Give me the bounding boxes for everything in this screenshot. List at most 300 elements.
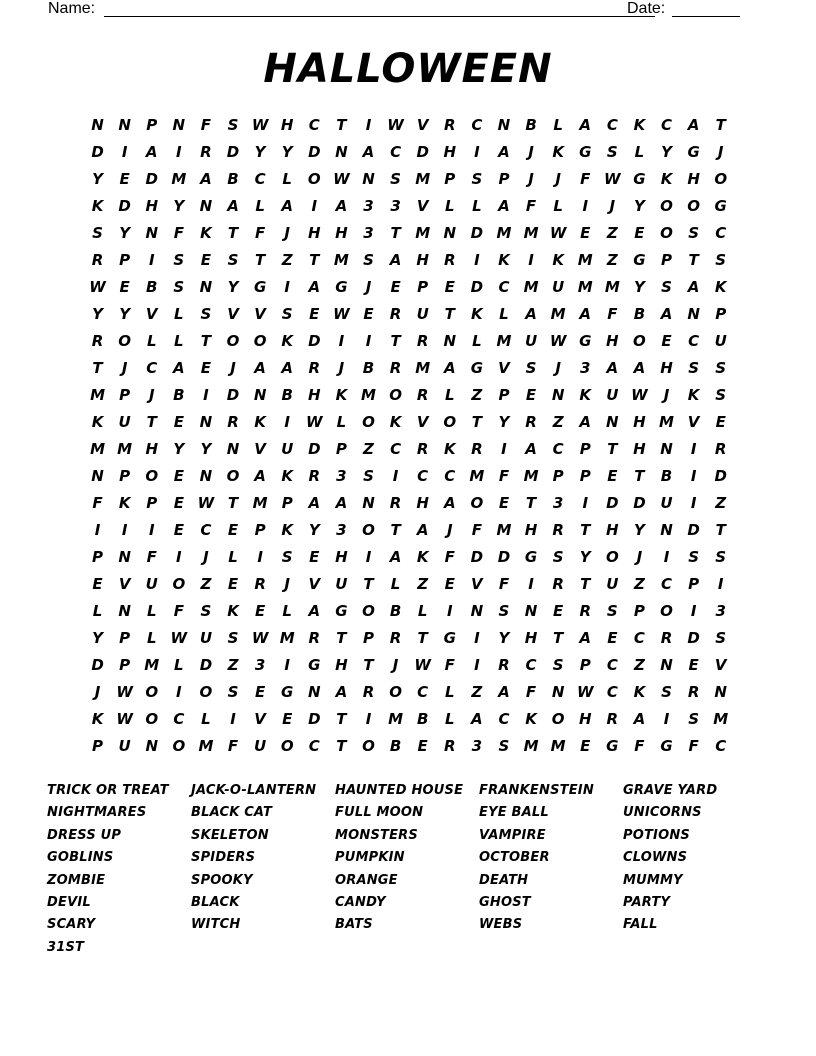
grid-letter[interactable]: G <box>714 197 727 215</box>
grid-letter[interactable]: H <box>524 629 538 647</box>
grid-letter[interactable]: G <box>281 683 294 701</box>
grid-letter[interactable]: M <box>252 494 268 512</box>
grid-letter[interactable]: M <box>659 413 674 431</box>
grid-letter[interactable]: Z <box>606 251 618 269</box>
grid-letter[interactable]: M <box>117 440 133 458</box>
grid-letter[interactable]: J <box>284 224 290 242</box>
grid-letter[interactable]: R <box>308 467 321 485</box>
grid-letter[interactable]: I <box>690 467 697 485</box>
grid-letter[interactable]: L <box>444 386 455 404</box>
grid-letter[interactable]: R <box>362 683 375 701</box>
grid-letter[interactable]: A <box>525 440 537 458</box>
grid-letter[interactable]: N <box>524 602 538 620</box>
grid-letter[interactable]: N <box>551 683 565 701</box>
grid-letter[interactable]: J <box>528 143 534 161</box>
grid-letter[interactable]: K <box>660 170 673 188</box>
grid-letter[interactable]: E <box>173 467 184 485</box>
grid-letter[interactable]: L <box>553 197 563 215</box>
grid-letter[interactable]: S <box>498 737 510 755</box>
grid-letter[interactable]: E <box>525 386 537 404</box>
grid-letter[interactable]: V <box>416 413 429 431</box>
grid-letter[interactable]: N <box>660 521 673 539</box>
grid-letter[interactable]: M <box>361 386 376 404</box>
grid-letter[interactable]: M <box>388 710 404 728</box>
grid-letter[interactable]: 3 <box>336 467 347 485</box>
grid-letter[interactable]: I <box>663 710 670 728</box>
grid-letter[interactable]: E <box>390 278 401 296</box>
grid-letter[interactable]: I <box>717 575 724 593</box>
grid-letter[interactable]: H <box>606 332 619 350</box>
grid-letter[interactable]: P <box>661 251 673 269</box>
grid-letter[interactable]: N <box>199 413 213 431</box>
grid-letter[interactable]: L <box>499 305 509 323</box>
grid-letter[interactable]: O <box>145 710 159 728</box>
grid-letter[interactable]: M <box>550 305 566 323</box>
grid-letter[interactable]: G <box>443 629 456 647</box>
grid-letter[interactable]: G <box>253 278 267 296</box>
grid-letter[interactable]: Y <box>92 629 103 647</box>
grid-letter[interactable]: G <box>606 737 619 755</box>
grid-letter[interactable]: 3 <box>552 494 564 512</box>
grid-letter[interactable]: K <box>91 710 104 728</box>
grid-letter[interactable]: L <box>417 602 428 620</box>
grid-letter[interactable]: L <box>146 629 157 647</box>
grid-letter[interactable]: N <box>470 602 484 620</box>
grid-letter[interactable]: E <box>363 305 374 323</box>
grid-letter[interactable]: R <box>579 602 592 620</box>
grid-letter[interactable]: O <box>172 575 186 593</box>
grid-letter[interactable]: S <box>688 224 700 242</box>
grid-letter[interactable]: S <box>661 683 672 701</box>
grid-letter[interactable]: C <box>417 467 429 485</box>
grid-letter[interactable]: A <box>335 683 348 701</box>
grid-letter[interactable]: M <box>415 170 431 188</box>
grid-letter[interactable]: E <box>173 521 184 539</box>
grid-letter[interactable]: N <box>443 332 457 350</box>
grid-letter[interactable]: U <box>416 305 429 323</box>
grid-letter[interactable]: L <box>336 413 347 431</box>
grid-letter[interactable]: U <box>118 413 131 431</box>
grid-letter[interactable]: G <box>687 143 700 161</box>
grid-letter[interactable]: Z <box>363 440 374 458</box>
grid-letter[interactable]: C <box>606 656 618 674</box>
grid-letter[interactable]: D <box>145 170 158 188</box>
grid-letter[interactable]: A <box>443 359 456 377</box>
grid-letter[interactable]: B <box>633 305 646 323</box>
grid-letter[interactable]: C <box>444 467 456 485</box>
grid-letter[interactable]: N <box>687 305 700 323</box>
grid-letter[interactable]: A <box>579 116 592 134</box>
grid-letter[interactable]: P <box>633 602 645 620</box>
grid-letter[interactable]: 3 <box>390 197 401 215</box>
grid-letter[interactable]: Y <box>254 143 266 161</box>
grid-letter[interactable]: J <box>555 170 561 188</box>
grid-letter[interactable]: Z <box>471 683 483 701</box>
grid-letter[interactable]: O <box>687 197 700 215</box>
grid-letter[interactable]: H <box>687 170 700 188</box>
grid-letter[interactable]: L <box>444 197 455 215</box>
grid-letter[interactable]: C <box>606 683 618 701</box>
grid-letter[interactable]: P <box>146 116 158 134</box>
grid-letter[interactable]: Y <box>119 224 131 242</box>
grid-letter[interactable]: U <box>199 629 213 647</box>
grid-letter[interactable]: T <box>336 710 347 728</box>
grid-letter[interactable]: D <box>687 629 700 647</box>
grid-letter[interactable]: G <box>633 170 646 188</box>
grid-letter[interactable]: I <box>474 143 480 161</box>
grid-letter[interactable]: V <box>227 305 239 323</box>
grid-letter[interactable]: E <box>580 737 591 755</box>
grid-letter[interactable]: C <box>498 710 510 728</box>
grid-letter[interactable]: K <box>281 332 294 350</box>
grid-letter[interactable]: T <box>444 305 455 323</box>
grid-letter[interactable]: Y <box>498 629 510 647</box>
grid-letter[interactable]: P <box>444 170 456 188</box>
grid-letter[interactable]: S <box>363 467 374 485</box>
grid-letter[interactable]: U <box>606 386 619 404</box>
grid-letter[interactable]: E <box>254 683 266 701</box>
grid-letter[interactable]: G <box>335 602 348 620</box>
grid-letter[interactable]: N <box>226 440 240 458</box>
grid-letter[interactable]: A <box>471 710 483 728</box>
grid-letter[interactable]: I <box>284 413 290 431</box>
grid-letter[interactable]: A <box>281 359 293 377</box>
grid-letter[interactable]: U <box>660 494 673 512</box>
grid-letter[interactable]: 3 <box>715 602 726 620</box>
grid-letter[interactable]: O <box>362 602 375 620</box>
grid-letter[interactable]: E <box>444 278 455 296</box>
grid-letter[interactable]: N <box>145 224 159 242</box>
grid-letter[interactable]: A <box>416 521 429 539</box>
grid-letter[interactable]: F <box>173 602 184 620</box>
grid-letter[interactable]: N <box>145 737 159 755</box>
grid-letter[interactable]: S <box>200 602 212 620</box>
grid-letter[interactable]: J <box>148 386 155 404</box>
grid-letter[interactable]: F <box>92 494 103 512</box>
grid-letter[interactable]: H <box>308 386 321 404</box>
grid-letter[interactable]: F <box>498 467 510 485</box>
grid-letter[interactable]: I <box>392 467 399 485</box>
grid-letter[interactable]: L <box>174 305 184 323</box>
grid-letter[interactable]: T <box>92 359 103 377</box>
grid-letter[interactable]: Y <box>633 521 645 539</box>
grid-letter[interactable]: T <box>634 467 645 485</box>
grid-letter[interactable]: S <box>606 143 618 161</box>
grid-letter[interactable]: V <box>416 116 429 134</box>
grid-letter[interactable]: E <box>173 494 184 512</box>
grid-letter[interactable]: N <box>253 386 267 404</box>
grid-letter[interactable]: N <box>172 116 186 134</box>
grid-letter[interactable]: Y <box>173 197 185 215</box>
grid-letter[interactable]: J <box>338 359 345 377</box>
grid-letter[interactable]: J <box>392 656 399 674</box>
grid-letter[interactable]: R <box>443 251 456 269</box>
grid-letter[interactable]: E <box>553 602 564 620</box>
grid-letter[interactable]: N <box>91 116 104 134</box>
grid-letter[interactable]: R <box>471 440 483 458</box>
grid-letter[interactable]: O <box>633 332 646 350</box>
grid-letter[interactable]: Z <box>552 413 564 431</box>
grid-letter[interactable]: U <box>335 575 348 593</box>
grid-letter[interactable]: S <box>92 224 103 242</box>
grid-letter[interactable]: K <box>91 197 104 215</box>
grid-letter[interactable]: U <box>281 440 294 458</box>
grid-letter[interactable]: S <box>173 278 185 296</box>
grid-letter[interactable]: A <box>308 494 321 512</box>
grid-letter[interactable]: W <box>631 386 648 404</box>
grid-letter[interactable]: P <box>119 386 131 404</box>
grid-letter[interactable]: W <box>251 629 269 647</box>
grid-letter[interactable]: I <box>474 629 480 647</box>
grid-letter[interactable]: Y <box>200 440 212 458</box>
grid-letter[interactable]: Y <box>579 548 591 566</box>
grid-letter[interactable]: V <box>118 575 131 593</box>
grid-letter[interactable]: L <box>472 332 482 350</box>
grid-letter[interactable]: S <box>200 305 212 323</box>
grid-letter[interactable]: V <box>145 305 158 323</box>
grid-letter[interactable]: N <box>199 197 213 215</box>
grid-letter[interactable]: N <box>199 467 213 485</box>
grid-letter[interactable]: O <box>389 683 402 701</box>
grid-letter[interactable]: H <box>416 251 429 269</box>
grid-letter[interactable]: K <box>416 548 429 566</box>
grid-letter[interactable]: G <box>579 143 592 161</box>
grid-letter[interactable]: H <box>280 116 294 134</box>
grid-letter[interactable]: V <box>254 440 266 458</box>
grid-letter[interactable]: W <box>251 116 269 134</box>
grid-letter[interactable]: E <box>607 629 618 647</box>
grid-letter[interactable]: L <box>634 143 645 161</box>
grid-letter[interactable]: Z <box>471 386 483 404</box>
grid-letter[interactable]: T <box>146 413 157 431</box>
grid-letter[interactable]: J <box>284 575 290 593</box>
grid-letter[interactable]: K <box>281 467 294 485</box>
grid-letter[interactable]: I <box>365 710 372 728</box>
grid-letter[interactable]: W <box>333 170 350 188</box>
grid-letter[interactable]: W <box>549 224 567 242</box>
grid-letter[interactable]: W <box>387 116 404 134</box>
grid-letter[interactable]: D <box>91 143 104 161</box>
grid-letter[interactable]: T <box>525 494 537 512</box>
grid-letter[interactable]: E <box>580 224 591 242</box>
grid-letter[interactable]: C <box>254 170 266 188</box>
grid-letter[interactable]: B <box>146 278 158 296</box>
grid-letter[interactable]: L <box>282 602 292 620</box>
grid-letter[interactable]: F <box>254 224 266 242</box>
grid-letter[interactable]: C <box>715 737 727 755</box>
grid-letter[interactable]: V <box>254 305 266 323</box>
grid-letter[interactable]: Y <box>92 305 103 323</box>
grid-letter[interactable]: M <box>171 170 187 188</box>
grid-letter[interactable]: N <box>362 494 375 512</box>
grid-letter[interactable]: C <box>715 224 727 242</box>
grid-letter[interactable]: 3 <box>254 656 266 674</box>
grid-letter[interactable]: S <box>227 683 239 701</box>
grid-letter[interactable]: 3 <box>580 359 591 377</box>
grid-letter[interactable]: Y <box>661 143 672 161</box>
grid-letter[interactable]: O <box>389 386 402 404</box>
grid-letter[interactable]: B <box>660 467 673 485</box>
grid-letter[interactable]: O <box>551 710 565 728</box>
grid-letter[interactable]: W <box>116 683 133 701</box>
grid-letter[interactable]: R <box>498 656 510 674</box>
grid-letter[interactable]: J <box>555 359 561 377</box>
grid-letter[interactable]: M <box>333 251 349 269</box>
grid-letter[interactable]: R <box>416 386 429 404</box>
grid-letter[interactable]: M <box>198 737 214 755</box>
grid-letter[interactable]: E <box>200 251 212 269</box>
grid-letter[interactable]: O <box>226 467 240 485</box>
grid-letter[interactable]: R <box>91 332 104 350</box>
grid-letter[interactable]: C <box>688 332 700 350</box>
grid-letter[interactable]: T <box>715 521 726 539</box>
grid-letter[interactable]: N <box>118 116 131 134</box>
grid-letter[interactable]: L <box>255 197 265 215</box>
grid-letter[interactable]: I <box>311 197 318 215</box>
grid-letter[interactable]: E <box>254 602 266 620</box>
grid-letter[interactable]: L <box>553 116 563 134</box>
grid-letter[interactable]: O <box>145 467 159 485</box>
grid-letter[interactable]: R <box>552 521 564 539</box>
grid-letter[interactable]: P <box>146 494 158 512</box>
grid-letter[interactable]: U <box>606 575 619 593</box>
grid-letter[interactable]: O <box>470 494 484 512</box>
grid-letter[interactable]: A <box>145 143 158 161</box>
grid-letter[interactable]: V <box>254 710 266 728</box>
grid-letter[interactable]: C <box>308 116 320 134</box>
grid-letter[interactable]: F <box>525 683 537 701</box>
grid-letter[interactable]: W <box>197 494 215 512</box>
grid-letter[interactable]: I <box>528 575 534 593</box>
grid-letter[interactable]: P <box>335 440 347 458</box>
grid-letter[interactable]: K <box>200 224 212 242</box>
grid-letter[interactable]: M <box>90 386 106 404</box>
grid-letter[interactable]: M <box>469 467 485 485</box>
grid-letter[interactable]: T <box>471 413 482 431</box>
grid-letter[interactable]: P <box>119 467 131 485</box>
grid-letter[interactable]: P <box>92 737 104 755</box>
grid-letter[interactable]: E <box>119 170 130 188</box>
grid-letter[interactable]: A <box>606 359 619 377</box>
grid-letter[interactable]: R <box>389 629 402 647</box>
grid-letter[interactable]: P <box>119 629 131 647</box>
grid-letter[interactable]: D <box>308 143 321 161</box>
grid-letter[interactable]: O <box>660 224 673 242</box>
grid-letter[interactable]: W <box>170 629 188 647</box>
grid-letter[interactable]: E <box>227 521 239 539</box>
grid-letter[interactable]: P <box>688 575 700 593</box>
grid-letter[interactable]: K <box>227 602 239 620</box>
grid-letter[interactable]: N <box>308 683 321 701</box>
grid-letter[interactable]: E <box>282 710 293 728</box>
grid-letter[interactable]: F <box>444 548 455 566</box>
grid-letter[interactable]: W <box>549 332 567 350</box>
grid-letter[interactable]: H <box>335 548 348 566</box>
grid-letter[interactable]: I <box>230 710 236 728</box>
grid-letter[interactable]: I <box>446 602 453 620</box>
grid-letter[interactable]: K <box>254 413 266 431</box>
grid-letter[interactable]: F <box>634 737 645 755</box>
grid-letter[interactable]: G <box>524 548 538 566</box>
grid-letter[interactable]: S <box>715 251 727 269</box>
grid-letter[interactable]: N <box>362 170 375 188</box>
grid-letter[interactable]: C <box>661 116 673 134</box>
grid-letter[interactable]: T <box>336 629 347 647</box>
grid-letter[interactable]: P <box>119 251 131 269</box>
grid-letter[interactable]: Z <box>200 575 212 593</box>
grid-letter[interactable]: F <box>471 521 482 539</box>
grid-letter[interactable]: A <box>579 629 592 647</box>
grid-letter[interactable]: H <box>633 440 646 458</box>
grid-letter[interactable]: B <box>389 602 402 620</box>
grid-letter[interactable]: M <box>577 251 593 269</box>
grid-letter[interactable]: Z <box>227 656 239 674</box>
grid-letter[interactable]: W <box>116 710 133 728</box>
grid-letter[interactable]: D <box>606 494 619 512</box>
grid-letter[interactable]: R <box>606 710 619 728</box>
grid-letter[interactable]: J <box>94 683 101 701</box>
grid-letter[interactable]: Z <box>417 575 429 593</box>
grid-letter[interactable]: J <box>446 521 453 539</box>
grid-letter[interactable]: J <box>121 359 128 377</box>
grid-letter[interactable]: O <box>605 548 619 566</box>
grid-letter[interactable]: C <box>390 143 402 161</box>
grid-letter[interactable]: D <box>226 143 240 161</box>
grid-letter[interactable]: S <box>525 359 537 377</box>
grid-letter[interactable]: C <box>525 656 537 674</box>
grid-letter[interactable]: 3 <box>363 197 374 215</box>
grid-letter[interactable]: E <box>309 305 320 323</box>
grid-letter[interactable]: Z <box>715 494 727 512</box>
grid-letter[interactable]: H <box>524 521 538 539</box>
grid-letter[interactable]: F <box>444 656 455 674</box>
grid-letter[interactable]: E <box>498 494 510 512</box>
grid-letter[interactable]: R <box>308 359 321 377</box>
grid-letter[interactable]: F <box>580 170 591 188</box>
grid-letter[interactable]: I <box>474 656 480 674</box>
grid-letter[interactable]: M <box>577 278 593 296</box>
grid-letter[interactable]: W <box>333 305 350 323</box>
grid-letter[interactable]: V <box>416 197 429 215</box>
grid-letter[interactable]: T <box>254 251 266 269</box>
grid-letter[interactable]: B <box>389 737 402 755</box>
grid-letter[interactable]: O <box>660 602 673 620</box>
grid-letter[interactable]: T <box>309 251 320 269</box>
grid-letter[interactable]: D <box>308 440 321 458</box>
grid-letter[interactable]: B <box>173 386 185 404</box>
grid-letter[interactable]: A <box>308 602 321 620</box>
grid-letter[interactable]: A <box>335 494 348 512</box>
grid-letter[interactable]: I <box>203 386 209 404</box>
grid-letter[interactable]: P <box>92 548 104 566</box>
grid-letter[interactable]: T <box>227 494 239 512</box>
grid-letter[interactable]: S <box>688 359 700 377</box>
grid-letter[interactable]: R <box>416 332 429 350</box>
grid-letter[interactable]: P <box>579 656 591 674</box>
grid-letter[interactable]: K <box>552 143 564 161</box>
grid-letter[interactable]: L <box>174 332 184 350</box>
grid-letter[interactable]: J <box>230 359 236 377</box>
grid-letter[interactable]: T <box>390 521 401 539</box>
grid-letter[interactable]: S <box>363 251 374 269</box>
grid-letter[interactable]: S <box>552 656 564 674</box>
grid-letter[interactable]: J <box>365 278 372 296</box>
grid-letter[interactable]: P <box>498 170 510 188</box>
grid-letter[interactable]: C <box>146 359 158 377</box>
grid-letter[interactable]: N <box>118 602 131 620</box>
grid-letter[interactable]: W <box>89 278 106 296</box>
grid-letter[interactable]: W <box>306 413 323 431</box>
